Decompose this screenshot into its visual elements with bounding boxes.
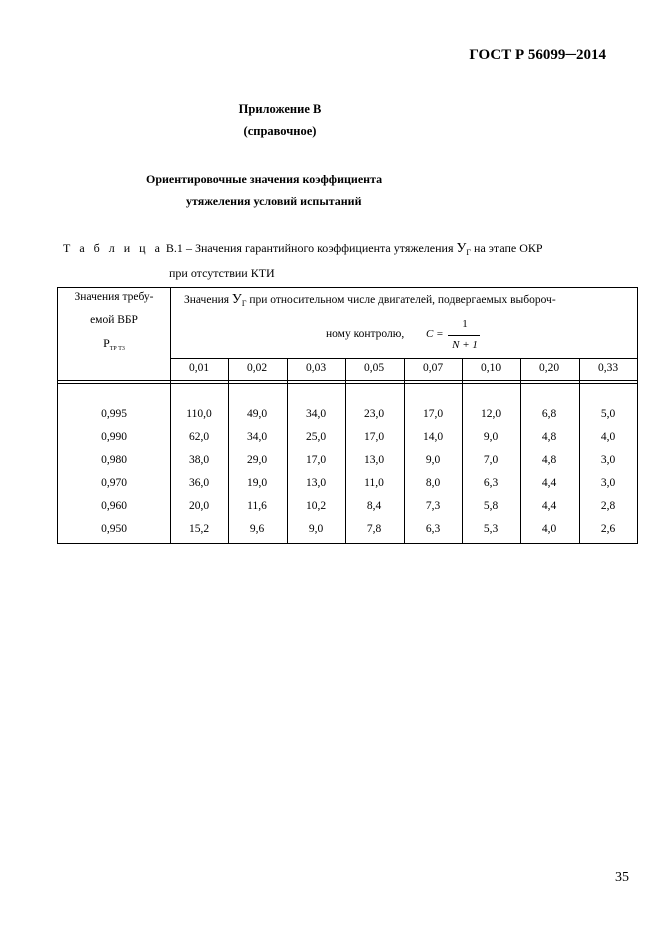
row-probability: 0,995 (101, 408, 127, 420)
section-heading-line1: Ориентировочные значения коэффициента (146, 172, 383, 186)
page-number: 35 (615, 870, 629, 885)
header-double-line-bottom (58, 383, 637, 384)
table-cell: 29,0 (246, 454, 268, 466)
table-cell: 6,3 (483, 477, 499, 489)
column-header-fraction: 0,20 (538, 362, 560, 374)
table-cell: 19,0 (246, 477, 268, 489)
sub-column-divider (228, 358, 229, 543)
column-header-fraction: 0,10 (480, 362, 502, 374)
table-cell: 12,0 (480, 408, 502, 420)
table-cell: 5,0 (600, 408, 616, 420)
table-cell: 9,0 (308, 523, 324, 535)
row-probability: 0,990 (101, 431, 127, 443)
table-cell: 14,0 (422, 431, 444, 443)
table-cell: 4,4 (541, 500, 557, 512)
header-double-line-top (58, 380, 637, 381)
table-cell: 8,0 (425, 477, 441, 489)
table-cell: 17,0 (305, 454, 327, 466)
table-cell: 25,0 (305, 431, 327, 443)
table-cell: 15,2 (188, 523, 210, 535)
table-caption-line2: при отсутствии КТИ (169, 266, 275, 280)
caption-symbol-sub: Г (466, 248, 472, 257)
formula-fraction-bar (448, 335, 480, 336)
row-probability: 0,950 (101, 523, 127, 535)
sub-column-divider (404, 358, 405, 543)
table-cell: 110,0 (186, 408, 212, 420)
table-cell: 7,0 (483, 454, 499, 466)
col1-header-line1: Значения требу- (74, 291, 154, 303)
table-cell: 49,0 (246, 408, 268, 420)
table-cell: 9,6 (249, 523, 265, 535)
formula-numerator: 1 (462, 318, 468, 330)
sub-column-divider (520, 358, 521, 543)
column-header-fraction: 0,33 (597, 362, 619, 374)
col1-header-line2: емой ВБР (90, 314, 138, 326)
caption-number: В.1 (165, 241, 183, 255)
row-probability: 0,970 (101, 477, 127, 489)
col1-header-symbol (58, 336, 170, 352)
col2-symbol: У (231, 292, 242, 307)
table-cell: 4,4 (541, 477, 557, 489)
table-cell: 3,0 (600, 454, 616, 466)
col2-text-b: при относительном числе двигателей, подвергаемых выбороч- (246, 294, 556, 306)
appendix-title: Приложение В (238, 102, 322, 116)
table-cell: 62,0 (188, 431, 210, 443)
col2-header-line2: ному контролю, (326, 328, 405, 340)
table-cell: 13,0 (363, 454, 385, 466)
table-cell: 6,3 (425, 523, 441, 535)
table-cell: 4,8 (541, 431, 557, 443)
caption-prefix: Т а б л и ц а (63, 241, 163, 255)
row-probability: 0,980 (101, 454, 127, 466)
table-cell: 34,0 (246, 431, 268, 443)
table-cell: 17,0 (363, 431, 385, 443)
appendix-subtitle: (справочное) (243, 124, 317, 138)
sub-column-divider (287, 358, 288, 543)
column-header-fraction: 0,02 (246, 362, 268, 374)
table-cell: 9,0 (425, 454, 441, 466)
table-cell: 2,6 (600, 523, 616, 535)
row-probability: 0,960 (101, 500, 127, 512)
table-cell: 38,0 (188, 454, 210, 466)
column-header-fraction: 0,05 (363, 362, 385, 374)
table-cell: 5,8 (483, 500, 499, 512)
section-heading-line2: утяжеления условий испытаний (186, 194, 362, 208)
table-cell: 20,0 (188, 500, 210, 512)
table-cell: 7,3 (425, 500, 441, 512)
col1-symbol: P (103, 336, 110, 350)
column-header-fraction: 0,01 (188, 362, 210, 374)
table-cell: 2,8 (600, 500, 616, 512)
table-cell: 4,0 (541, 523, 557, 535)
column-header-fraction: 0,03 (305, 362, 327, 374)
table-caption (63, 241, 543, 257)
formula-lhs: C = (426, 328, 444, 340)
caption-symbol: У (456, 241, 467, 256)
table-cell: 17,0 (422, 408, 444, 420)
col1-symbol-sub: ТР Т3 (109, 346, 125, 352)
caption-text-a: – Значения гарантийного коэффициента утяжеления (182, 241, 457, 255)
sub-column-divider (462, 358, 463, 543)
col2-text-a: Значения (184, 294, 232, 306)
table-cell: 23,0 (363, 408, 385, 420)
table-cell: 6,8 (541, 408, 557, 420)
table-cell: 11,6 (247, 500, 267, 512)
caption-text-b: на этапе ОКР (471, 241, 543, 255)
col2-header-line1 (184, 292, 556, 308)
col2-symbol-sub: Г (241, 299, 247, 308)
coefficient-table (57, 287, 638, 544)
standard-number: ГОСТ Р 56099─2014 (469, 47, 606, 63)
table-cell: 4,8 (541, 454, 557, 466)
table-cell: 3,0 (600, 477, 616, 489)
column-header-fraction: 0,07 (422, 362, 444, 374)
table-cell: 7,8 (366, 523, 382, 535)
table-cell: 4,0 (600, 431, 616, 443)
table-cell: 36,0 (188, 477, 210, 489)
table-cell: 10,2 (305, 500, 327, 512)
sub-column-divider (345, 358, 346, 543)
table-cell: 34,0 (305, 408, 327, 420)
table-cell: 13,0 (305, 477, 327, 489)
table-cell: 8,4 (366, 500, 382, 512)
table-cell: 5,3 (483, 523, 499, 535)
table-cell: 11,0 (364, 477, 384, 489)
table-cell: 9,0 (483, 431, 499, 443)
sub-column-divider (579, 358, 580, 543)
formula-denominator: N + 1 (452, 339, 478, 351)
